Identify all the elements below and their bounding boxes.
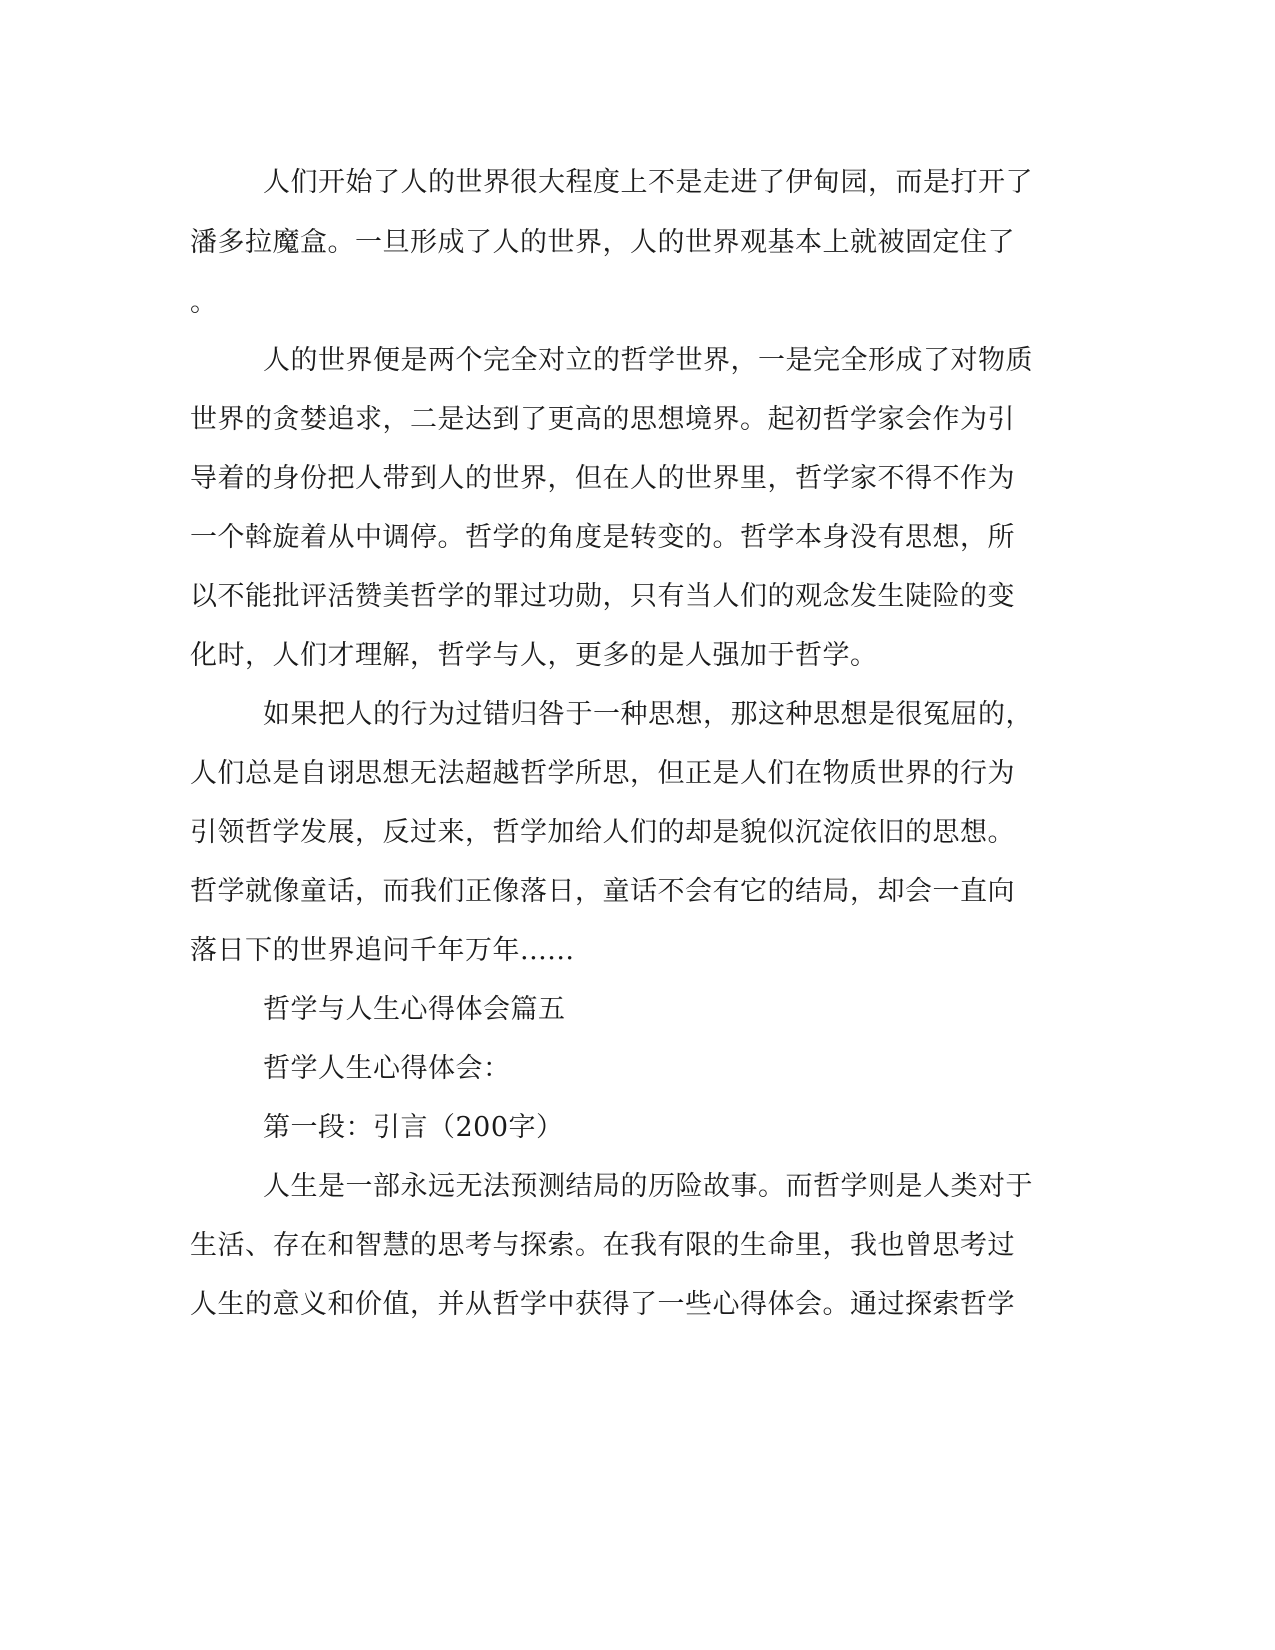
text-line: 化时，人们才理解，哲学与人，更多的是人强加于哲学。: [190, 640, 878, 671]
section-subheading: 哲学人生心得体会：: [263, 1053, 511, 1084]
text-line: 以不能批评活赞美哲学的罪过功勋，只有当人们的观念发生陡险的变: [190, 581, 1015, 612]
text-line: 如果把人的行为过错归咎于一种思想，那这种思想是很冤屈的，: [263, 699, 1033, 730]
text-line: 人生是一部永远无法预测结局的历险故事。而哲学则是人类对于: [263, 1171, 1033, 1202]
text-line: 一个斡旋着从中调停。哲学的角度是转变的。哲学本身没有思想，所: [190, 522, 1015, 553]
text-line: 哲学就像童话，而我们正像落日，童话不会有它的结局，却会一直向: [190, 876, 1015, 907]
text-line: 潘多拉魔盒。一旦形成了人的世界，人的世界观基本上就被固定住了: [190, 227, 1015, 258]
text-line: 落日下的世界追问千年万年......: [190, 935, 575, 966]
section-heading: 哲学与人生心得体会篇五: [263, 994, 566, 1025]
text-line: 。: [190, 287, 218, 318]
text-line: 引领哲学发展，反过来，哲学加给人们的却是貌似沉淀依旧的思想。: [190, 817, 1015, 848]
text-line: 人生的意义和价值，并从哲学中获得了一些心得体会。通过探索哲学: [190, 1289, 1015, 1320]
text-line: 人们开始了人的世界很大程度上不是走进了伊甸园，而是打开了: [263, 167, 1033, 198]
text-line: 人们总是自诩思想无法超越哲学所思，但正是人们在物质世界的行为: [190, 758, 1015, 789]
text-line: 生活、存在和智慧的思考与探索。在我有限的生命里，我也曾思考过: [190, 1230, 1015, 1261]
text-line: 人的世界便是两个完全对立的哲学世界，一是完全形成了对物质: [263, 345, 1033, 376]
text-line: 世界的贪婪追求，二是达到了更高的思想境界。起初哲学家会作为引: [190, 404, 1015, 435]
paragraph-heading: 第一段：引言（200字）: [263, 1112, 564, 1143]
text-line: 导着的身份把人带到人的世界，但在人的世界里，哲学家不得不作为: [190, 463, 1015, 494]
